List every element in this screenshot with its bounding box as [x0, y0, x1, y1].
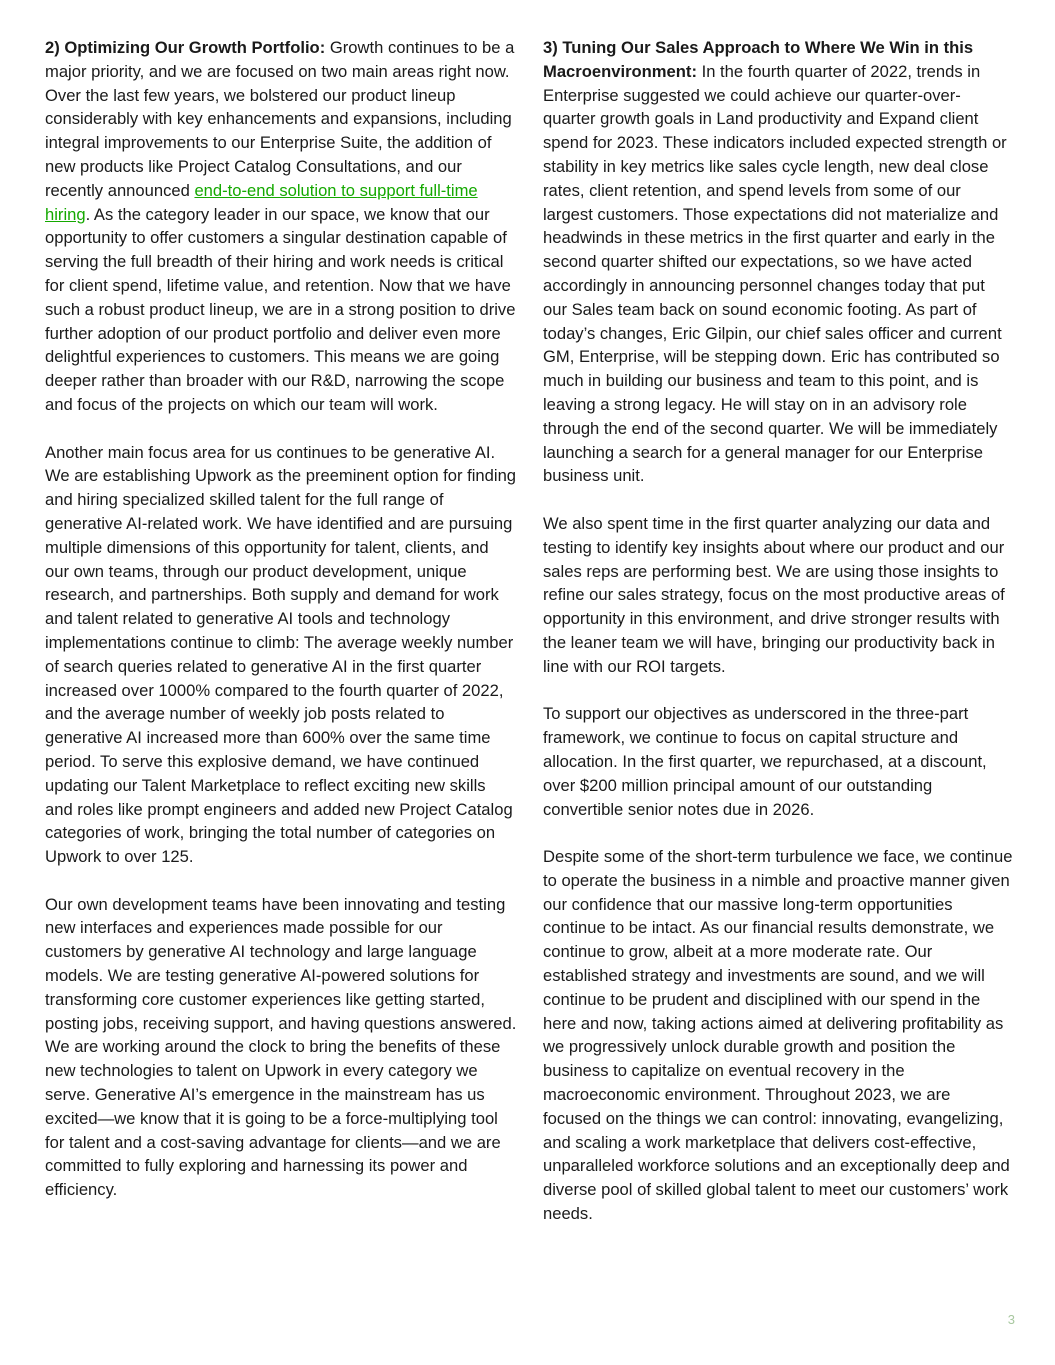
- growth-portfolio-paragraph: [45, 36, 517, 417]
- sales-approach-text: In the fourth quarter of 2022, trends in Enterprise suggested we could achieve our quarter-over-quarter growth goals in Land productivity and Expand client spend for 2023. These indicators included expected strength or stability in key metrics like sales cycle length, new deal close rates, client retention, and spend levels from some of our largest customers. Those expectations did not materialize and headwinds in these metrics in the first quarter and early in the second quarter shifted our expectations, so we have acted accordingly in announcing personnel changes today that put our Sales team back on sound economic footing. As part of today’s changes, Eric Gilpin, our chief sales officer and current GM, Enterprise, will be stepping down. Eric has contributed so much in building our business and team to this point, and is leaving a strong legacy. He will stay on in an advisory role through the end of the second quarter. We will be immediately launching a search for a general manager for our Enterprise business unit.: [543, 61, 1007, 486]
- outlook-paragraph: Despite some of the short-term turbulence we face, we continue to operate the business in a nimble and proactive manner given our confidence that our massive long-term opportunities continue to be intact. As our financial results demonstrate, we continue to grow, albeit at a more moderate rate. Our established strategy and investments are sound, and we will continue to be prudent and disciplined with our spend in the here and now, taking actions aimed at delivering profitability as we progressively unlock durable growth and position the business to capitalize on eventual recovery in the macroeconomic environment. Throughout 2023, we are focused on the things we can control: innovating, evangelizing, and scaling a work marketplace that delivers cost-effective, unparalleled workforce solutions and an exceptionally deep and diverse pool of skilled global talent to meet our customers’ work needs.: [543, 847, 1013, 1224]
- growth-portfolio-text-1: Growth continues to be a major priority, and we are focused on two main areas right now. Over the last few years, we bolstered our product lineup considerably with key enhancements and expansions, including integral improvements to our Enterprise Suite, the addition of new products like Project Catalog Consultations, and our recently announced: [45, 38, 515, 200]
- sales-insights-paragraph: We also spent time in the first quarter analyzing our data and testing to identify key insights about where our product and our sales reps are performing best. We are using those insights to refine our sales strategy, focus on the most productive areas of opportunity in this environment, and drive stronger results with the leaner team we will have, bringing our productivity back in line with our ROI targets.: [543, 513, 1005, 676]
- growth-portfolio-text-2: . As the category leader in our space, we know that our opportunity to offer customers a singular destination capable of serving the full breadth of their hiring and work needs is critical for client spend, lifetime value, and retention. Now that we have such a robust product lineup, we are in a strong position to drive further adoption of our product portfolio and deliver even more delightful experiences to customers. This means we are going deeper rather than broader with our R&D, narrowing the scope and focus of the projects on which our team will work.: [45, 204, 516, 414]
- generative-ai-paragraph: Another main focus area for us continues to be generative AI. We are establishing Upwork as the preeminent option for finding and hiring specialized skilled talent for the full range of generative AI-related work. We have identified and are pursuing multiple dimensions of this opportunity for talent, clients, and our own teams, through our product development, unique research, and partnerships. Both supply and demand for work and talent related to generative AI tools and technology implementations continue to climb: The average weekly number of search queries related to generative AI in the first quarter increased over 1000% compared to the fourth quarter of 2022, and the average number of weekly job posts related to generative AI increased more than 600% over the same time period. To serve this explosive demand, we have continued updating our Talent Marketplace to reflect exciting new skills and roles like prompt engineers and added new Project Catalog categories of work, bringing the total number of categories on Upwork to over 125.: [45, 442, 517, 867]
- capital-structure-paragraph: To support our objectives as underscored in the three-part framework, we continue to focus on capital structure and allocation. In the first quarter, we repurchased, at a discount, over $200 million principal amount of our outstanding convertible senior notes due in 2026.: [543, 704, 987, 819]
- development-teams-paragraph: Our own development teams have been innovating and testing new interfaces and experiences made possible for our customers by generative AI technology and large language models. We are testing generative AI-powered solutions for transforming core customer experiences like getting started, posting jobs, receiving support, and having questions answered. We are working around the clock to bring the benefits of these new technologies to talent on Upwork in every category we serve. Generative AI’s emergence in the mainstream has us excited—we know that it is going to be a force-multiplying tool for talent and a cost-saving advantage for clients—and we are committed to fully exploring and harnessing its power and efficiency.: [45, 894, 517, 1200]
- sales-approach-heading: 3) Tuning Our Sales Approach to Where We Win in this Macroenvironment:: [543, 38, 974, 81]
- right-column: [543, 36, 1013, 1226]
- full-time-hiring-link[interactable]: end-to-end solution to support full-time hiring: [45, 180, 478, 224]
- left-column: [45, 36, 517, 1202]
- growth-portfolio-heading: 2) Optimizing Our Growth Portfolio:: [45, 38, 326, 57]
- page-number: 3: [1007, 1312, 1015, 1327]
- sales-approach-paragraph: [543, 36, 1013, 488]
